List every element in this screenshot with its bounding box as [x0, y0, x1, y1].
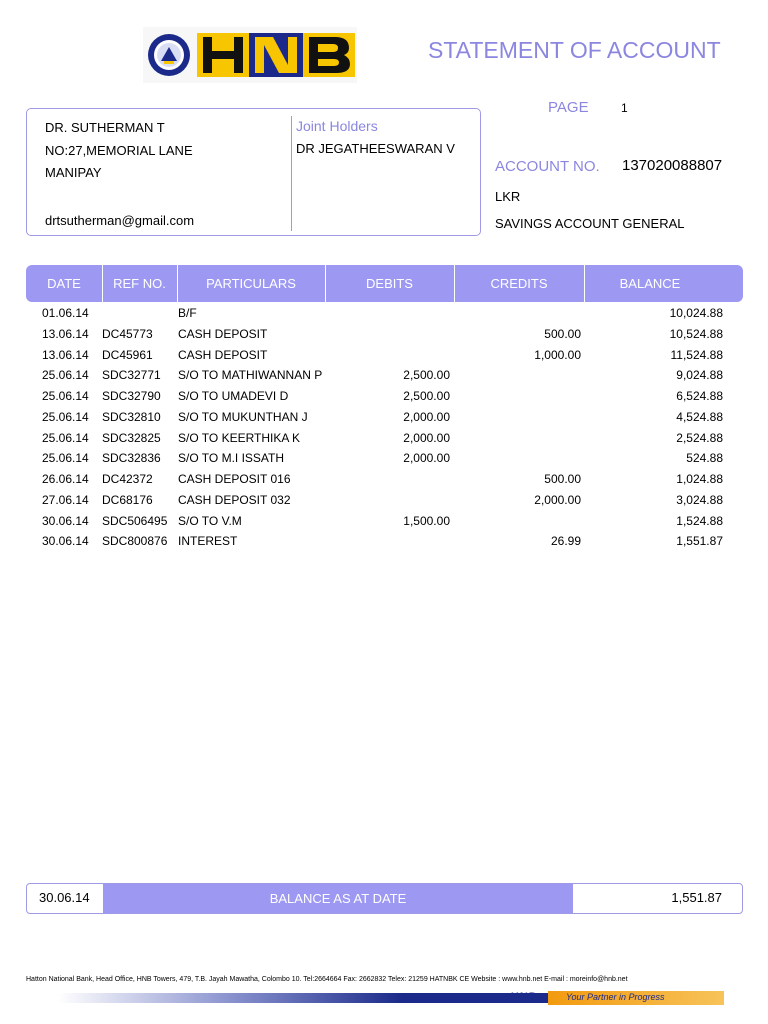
cell-debit: 1,500.00	[403, 513, 450, 528]
footer-brand-text: HNB	[510, 991, 537, 1003]
customer-name: DR. SUTHERMAN T	[45, 120, 165, 135]
bank-logo	[143, 27, 357, 83]
cell-date: 26.06.14	[42, 472, 89, 486]
cell-debit: 2,000.00	[403, 451, 450, 466]
table-row	[26, 386, 743, 407]
customer-address-line1: NO:27,MEMORIAL LANE	[45, 143, 193, 158]
cell-balance: 1,024.88	[676, 472, 723, 486]
statement-title: STATEMENT OF ACCOUNT	[428, 37, 721, 63]
column-header-debits: DEBITS	[366, 276, 413, 291]
cell-ref: DC42372	[102, 472, 153, 486]
cell-ref: SDC32771	[102, 368, 161, 383]
cell-particulars: CASH DEPOSIT	[178, 326, 268, 341]
cell-balance: 1,551.87	[676, 534, 723, 549]
joint-holder-name: DR JEGATHEESWARAN V	[296, 141, 455, 156]
column-header-date: DATE	[47, 276, 81, 291]
cell-date: 01.06.14	[42, 306, 89, 320]
account-number-label: ACCOUNT NO.	[495, 158, 600, 175]
cell-balance: 1,524.88	[676, 513, 723, 528]
cell-balance: 4,524.88	[676, 409, 723, 424]
cell-particulars: CASH DEPOSIT	[178, 347, 268, 362]
cell-ref: SDC32810	[102, 409, 161, 424]
cell-debit: 2,000.00	[403, 430, 450, 445]
cell-credit: 26.99	[550, 534, 581, 549]
cell-particulars: CASH DEPOSIT 016	[178, 472, 291, 486]
cell-balance: 9,024.88	[676, 368, 723, 383]
customer-box-divider	[291, 116, 292, 231]
cell-particulars: S/O TO UMADEVI D	[178, 389, 289, 403]
cell-particulars: INTEREST	[178, 534, 238, 549]
page-label: PAGE	[548, 99, 589, 116]
cell-credit: 1,000.00	[534, 347, 581, 362]
cell-debit: 2,500.00	[403, 389, 450, 403]
table-row	[26, 407, 743, 428]
cell-debit: 2,000.00	[403, 409, 450, 424]
table-row	[26, 469, 743, 490]
table-row	[26, 345, 743, 366]
cell-particulars: CASH DEPOSIT 032	[178, 492, 291, 507]
footer-slogan: Your Partner in Progress	[566, 992, 665, 1002]
cell-ref: SDC32836	[102, 451, 161, 466]
cell-date: 30.06.14	[42, 513, 89, 528]
cell-date: 30.06.14	[42, 534, 89, 549]
cell-particulars: S/O TO MATHIWANNAN P	[178, 368, 323, 383]
cell-date: 25.06.14	[42, 451, 89, 466]
balance-summary-box	[26, 883, 743, 914]
cell-particulars: S/O TO KEERTHIKA K	[178, 430, 301, 445]
cell-balance: 10,524.88	[669, 326, 723, 341]
footer-address: Hatton National Bank, Head Office, HNB Towers, 479, T.B. Jayah Mawatha, Colombo 10. Tel:2664664 Fax: 2662832 Telex: 21259 HATNBK CE Website : www.hnb.net E-mail : moreinfo@hnb.net	[26, 976, 628, 983]
cell-ref: DC45773	[102, 326, 153, 341]
cell-date: 25.06.14	[42, 368, 89, 383]
joint-holders-label: Joint Holders	[296, 118, 378, 134]
cell-date: 25.06.14	[42, 409, 89, 424]
balance-summary-date: 30.06.14	[39, 890, 90, 905]
table-row	[26, 511, 743, 532]
cell-date: 25.06.14	[42, 430, 89, 445]
account-number: 137020088807	[622, 157, 723, 174]
column-header-credits: CREDITS	[490, 276, 548, 291]
table-row	[26, 365, 743, 386]
cell-particulars: S/O TO V.M	[178, 513, 242, 528]
balance-summary-label: BALANCE AS AT DATE	[269, 891, 407, 906]
cell-balance: 11,524.88	[670, 347, 723, 362]
bank-seal-icon	[147, 33, 191, 77]
cell-ref: SDC32790	[102, 389, 161, 403]
cell-date: 13.06.14	[42, 347, 89, 362]
table-row	[26, 531, 743, 552]
column-header-balance: BALANCE	[619, 276, 681, 291]
cell-date: 25.06.14	[42, 389, 89, 403]
page-number: 1	[621, 101, 628, 115]
table-row	[26, 324, 743, 345]
hnb-wordmark-icon	[197, 33, 355, 77]
transactions-table	[26, 303, 743, 552]
cell-balance: 524.88	[686, 451, 723, 466]
cell-credit: 500.00	[544, 472, 581, 486]
cell-balance: 2,524.88	[676, 430, 723, 445]
table-row	[26, 490, 743, 511]
cell-particulars: S/O TO M.I ISSATH	[178, 451, 285, 466]
cell-balance: 6,524.88	[676, 389, 723, 403]
footer-brand-strip	[58, 991, 724, 1005]
table-header	[26, 265, 743, 302]
account-type: SAVINGS ACCOUNT GENERAL	[495, 216, 685, 231]
column-header-ref: REF NO.	[113, 276, 166, 291]
customer-address-line2: MANIPAY	[45, 165, 102, 180]
cell-debit: 2,500.00	[403, 368, 450, 383]
table-row	[26, 303, 743, 324]
cell-ref: SDC506495	[102, 513, 168, 528]
cell-date: 27.06.14	[42, 492, 89, 507]
customer-email: drtsutherman@gmail.com	[45, 213, 195, 228]
cell-balance: 10,024.88	[669, 306, 723, 320]
cell-balance: 3,024.88	[676, 492, 723, 507]
currency: LKR	[495, 189, 521, 204]
cell-credit: 2,000.00	[534, 492, 581, 507]
cell-particulars: B/F	[178, 306, 197, 320]
cell-ref: DC45961	[102, 347, 153, 362]
cell-credit: 500.00	[544, 326, 581, 341]
balance-summary-amount: 1,551.87	[671, 890, 722, 905]
table-row	[26, 428, 743, 449]
cell-particulars: S/O TO MUKUNTHAN J	[178, 409, 308, 424]
cell-ref: DC68176	[102, 492, 153, 507]
cell-date: 13.06.14	[42, 326, 89, 341]
cell-ref: SDC800876	[102, 534, 168, 549]
column-header-particulars: PARTICULARS	[206, 276, 296, 291]
table-row	[26, 448, 743, 469]
cell-ref: SDC32825	[102, 430, 161, 445]
